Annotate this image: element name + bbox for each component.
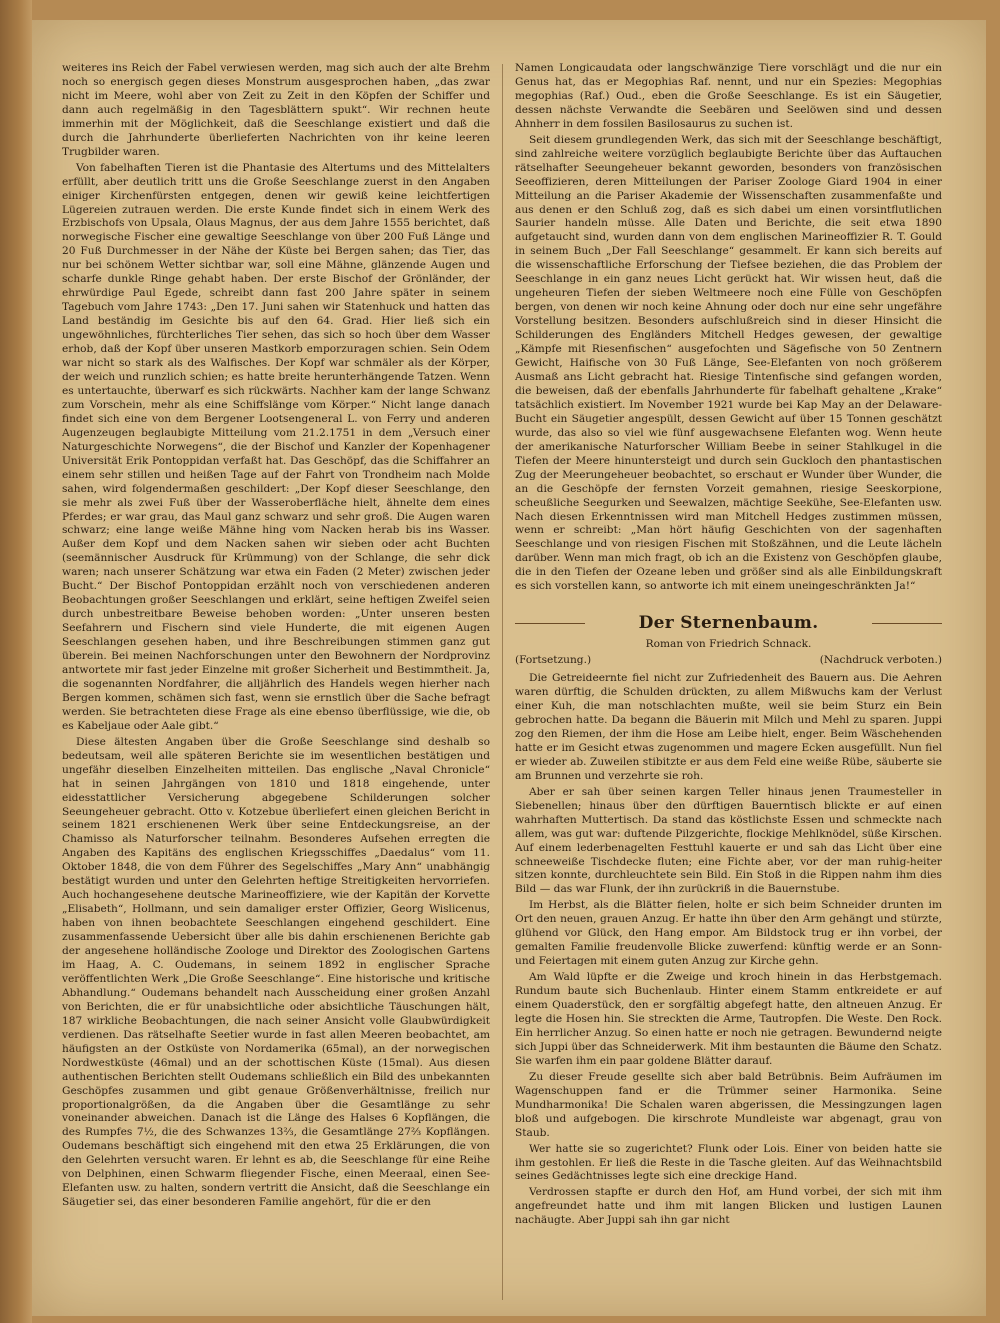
story-paragraph: Aber er sah über seinen kargen Teller hinaus jenen Traumesteller in Siebenellen; hinaus über den dürftigen Bauerntisch blickte er auf einen wahrhaften Muttertisch. Da stand das köstlichste Essen und schmeckte nach allem, was gut war: duftende Pilzgerichte, flockige Mehlknödel, süße Kirschen. Auf einem lederbenagelten Festtuhl kauerte er und sah das Licht über eine schneeweiße Tischdecke fluten; eine Fichte aber, vor der man ruhig-heiter sitzen konnte, durchleuchtete sein Bild. Ein Stoß in die Rippen nahm ihm dies Bild — das war Flunk, der ihn zurückriß in die Bauernstube. bbox=[515, 785, 942, 896]
continuation-note: (Fortsetzung.) bbox=[515, 654, 592, 667]
scan-binding-edge bbox=[0, 0, 32, 1323]
story-paragraph: Im Herbst, als die Blätter fielen, holte er sich beim Schneider drunten im Ort den neuen, grauen Anzug. Er hatte ihn über den Arm gehängt und stürzte, glühend vor Glück, den Hang empor. Am Bildstock trug er ihn vorbei, der gemalten Familie freudenvolle Blicke zuwerfend: künftig werde er an Sonn- und Feiertagen mit einem guten Anzug zur Kirche gehn. bbox=[515, 899, 942, 968]
copyright-note: (Nachdruck verboten.) bbox=[819, 654, 942, 667]
story-title: Der Sternenbaum. bbox=[638, 613, 819, 634]
article-paragraph: Diese ältesten Angaben über die Große Seeschlange sind deshalb so bedeutsam, weil alle späteren Berichte sie im wesentlichen bestätigen und ungefähr dieselben Einzelheiten mitteilen. Das englische „Naval Chronicle“ hat in seinen Jahrgängen von 1810 und 1818 eingehende, unter eidesstattlicher Versicherung abgegebene Schilderungen solcher Seeungeheuer gebracht. Otto v. Kotzebue überliefert einen gleichen Bericht in seinem 1821 erschienenen Werk über seine Entdeckungsreise, an der Chamisso als Naturforscher teilnahm. Besonderes Aufsehen erregten die Angaben des Kapitäns des englischen Kriegsschiffes „Daedalus“ vom 11. Oktober 1848, die von dem Führer des Segelschiffes „Mary Ann“ unabhängig bestätigt wurden und unter den Gelehrten heftige Streitigkeiten hervorriefen. Auch hochangesehene deutsche Marineoffiziere, wie der Kapitän der Korvette „Elisabeth“, Hollmann, und sein damaliger erster Offizier, Georg Wislicenus, haben von ihnen beobachtete Seeschlangen eingehend geschildert. Eine zusammenfassende Uebersicht über alle bis dahin erschienenen Berichte gab der angesehene holländische Zoologe und Direktor des Zoologischen Gartens im Haag, A. C. Oudemans, in seinem 1892 in englischer Sprache veröffentlichten Werk „Die Große Seeschlange“. Eine historische und kritische Abhandlung.“ Oudemans behandelt nach Ausscheidung einer großen Anzahl von Berichten, die er für unabsichtliche oder absichtliche Täuschungen hält, 187 wirkliche Beobachtungen, die nach seiner Ansicht volle Glaubwürdigkeit verdienen. Das rätselhafte Seetier wurde in fast allen Meeren beobachtet, am häufigsten an der Ostküste von Nordamerika (65mal), an der norwegischen Nordwestküste (46mal) und an der schottischen Küste (15mal). Aus diesen authentischen Berichten stellt Oudemans schließlich ein Bild des unbekannten Geschöpfes zusammen und gibt genaue Größenverhältnisse, freilich nur proportionalgrößen, da die Angaben über die Gesamtlänge zu sehr voneinander abweichen. Danach ist die Länge des Halses 6 Kopflängen, die des Rumpfes 7½, die des Schwanzes 13⅔, die Gesamtlänge 27⅔ Kopflängen. Oudemans beschäftigt sich eingehend mit den etwa 25 Erklärungen, die von den Gelehrten versucht waren. Er lehnt es ab, die Seeschlange für eine Reihe von Delphinen, einen Schwarm fliegender Fische, einen Meeraal, einen See-Elefanten usw. zu halten, sondern vertritt die Ansicht, daß die Seeschlange ein Säugetier sei, das einer besonderen Familie angehört, für die er den bbox=[62, 735, 490, 1209]
story-paragraph: Am Wald lüpfte er die Zweige und kroch hinein in das Herbstgemach. Rundum baute sich Buchenlaub. Hinter einem Stamm entkreidete er auf einem Quaderstück, den er sorgfältig abgefegt hatte, den altneuen Anzug. Er legte die Hosen hin. Sie streckten die Arme, Tautropfen. Die Weste. Den Rock. Ein herrlicher Anzug. So einen hatte er noch nie getragen. Bewundernd neigte sich Juppi über das Schneiderwerk. Mit ihm bestaunten die Bäume den Schatz. Sie warfen ihm ein paar goldene Blätter darauf. bbox=[515, 971, 942, 1067]
newspaper-page bbox=[32, 20, 986, 1316]
story-byline: Roman von Friedrich Schnack. bbox=[645, 638, 812, 651]
article-paragraph: Von fabelhaften Tieren ist die Phantasie des Altertums und des Mittelalters erfüllt, aber deutlich tritt uns die Große Seeschlange zuerst in den Angaben einiger Kirchenfürsten entgegen, denen wir gewiß keine leichtfertigen Lügereien zutrauen werden. Die erste Kunde findet sich in einem Werk des Erzbischofs von Upsala, Olaus Magnus, der aus dem Jahre 1555 berichtet, daß norwegische Fischer eine gewaltige Seeschlange von über 200 Fuß Länge und 20 Fuß Durchmesser in der Nähe der Küste bei Bergen sahen; das Tier, das nur bei schönem Wetter sichtbar war, soll eine Mähne, glänzende Augen und scharfe dunkle Ringe gehabt haben. Der erste Bischof der Grönländer, der ehrwürdige Paul Egede, schreibt dann fast 200 Jahre später in seinem Tagebuch vom Jahre 1743: „Den 17. Juni sahen wir Statenhuck und hatten das Land beständig im Gesichte bis auf den 64. Grad. Hier ließ sich ein ungewöhnliches, fürchterliches Tier sehen, das sich so hoch über dem Wasser erhob, daß der Kopf über unseren Mastkorb emporzuragen schien. Sein Odem war nicht so stark als des Walfisches. Der Kopf war schmäler als der Körper, der weich und runzlich schien; es hatte breite herunterhängende Tatzen. Wenn es untertauchte, überwarf es sich rückwärts. Nachher kam der lange Schwanz zum Vorschein, mehr als eine Schiffslänge vom Körper.“ Nicht lange danach findet sich eine von dem Bergener Lootsengeneral L. von Ferry und anderen Augenzeugen beglaubigte Mitteilung vom 21.2.1751 in dem „Versuch einer Naturgeschichte Norwegens“, die der Bischof und Kanzler der Kopenhagener Universität Erik Pontoppidan verfaßt hat. Das Geschöpf, das die Schiffahrer an einem sehr stillen und heißen Tage auf der Fahrt von Trondheim nach Molde sahen, wird folgendermaßen geschildert: „Der Kopf dieser Seeschlange, den sie mehr als zwei Fuß über der Wasseroberfläche hielt, ähnelte dem eines Pferdes; er war grau, das Maul ganz schwarz und sehr groß. Die Augen waren schwarz; eine lange weiße Mähne hing vom Nacken herab bis ins Wasser. Außer dem Kopf und dem Nacken sahen wir sieben oder acht Buchten (seemännischer Ausdruck für Krümmung) von der Schlange, die sehr dick waren; nach unserer Schätzung war etwa ein Faden (2 Meter) zwischen jeder Bucht.“ Der Bischof Pontoppidan erzählt noch von verschiedenen anderen Beobachtungen großer Seeschlangen und erklärt, seine heftigen Zweifel seien durch unbestreitbare Beweise behoben worden: „Unter unseren besten Seefahrern und Fischern sind viele Hunderte, die mit eigenen Augen Seeschlangen gesehen haben, und ihre Beschreibungen stimmen ganz gut überein. Bei meinen Nachforschungen unter den Bewohnern der Nordprovinz antwortete mir fast jeder Einzelne mit großer Sicherheit und Bestimmtheit. Ja, die sogenannten Nordfahrer, die alljährlich des Handels wegen hierher nach Bergen kommen, schämen sich fast, wenn sie ernstlich über die Sache befragt werden. Sie betrachteten diese Frage als eine ebenso überflüssige, wie die, ob es Kabeljaue oder Aale gibt.“ bbox=[62, 161, 490, 732]
left-column bbox=[62, 62, 490, 1302]
story-paragraph: Zu dieser Freude gesellte sich aber bald Betrübnis. Beim Aufräumen im Wagenschuppen fand er die Trümmer seiner Harmonika. Seine Mundharmonika! Die Schalen waren abgerissen, die Messingzungen lagen bloß und aufgebogen. Die kirschrote Mundleiste war abgenagt, grau von Staub. bbox=[515, 1070, 942, 1139]
story-paragraph: Verdrossen stapfte er durch den Hof, am Hund vorbei, der sich mit ihm angefreundet hatte und ihm mit langen Blicken und lustigen Launen nachäugte. Aber Juppi sah ihn gar nicht bbox=[515, 1186, 942, 1227]
right-column bbox=[515, 62, 942, 1302]
story-title-block bbox=[515, 612, 942, 634]
story-paragraph: Die Getreideernte fiel nicht zur Zufriedenheit des Bauern aus. Die Aehren waren dürftig, die Schulden drückten, zu allem Mißwuchs kam der Verlust einer Kuh, die man notschlachten mußte, weil sie beim Sturz ein Bein gebrochen hatte. Da begann die Bäuerin mit Milch und Mehl zu sparen. Juppi zog den Riemen, der ihm die Hose am Leibe hielt, enger. Beim Wäschehenden hatte er im Gesicht etwas zugenommen und magere Ecken ausgefüllt. Nun fiel er wieder ab. Zuweilen stibitzte er aus dem Feld eine weiße Rübe, säuberte sie am Brunnen und verzehrte sie roh. bbox=[515, 672, 942, 782]
story-notes bbox=[515, 654, 942, 668]
column-divider bbox=[502, 64, 503, 1300]
story-paragraph: Wer hatte sie so zugerichtet? Flunk oder Lois. Einer von beiden hatte sie ihm gestohlen. Er ließ die Reste in die Tasche gleiten. Auf das Weihnachtsbild seines Gedächtnisses legte sich eine dreckige Hand. bbox=[515, 1142, 942, 1183]
article-paragraph: weiteres ins Reich der Fabel verwiesen werden, mag sich auch der alte Brehm noch so energisch gegen dieses Monstrum ausgesprochen haben, „das zwar nicht im Meere, wohl aber von Zeit zu Zeit in den Köpfen der Schiffer und dann auch regelmäßig in den Tagesblättern spukt“. Wir rechnen heute immerhin mit der Möglichkeit, daß die Seeschlange existiert und daß die durch die Jahrhunderte überlieferten Nachrichten von ihr keine leeren Trugbilder waren. bbox=[62, 62, 490, 158]
article-paragraph: Namen Longicaudata oder langschwänzige Tiere vorschlägt und die nur ein Genus hat, das er Megophias Raf. nennt, und nur ein Spezies: Megophias megophias (Raf.) Oud., eben die Große Seeschlange. Es ist ein Säugetier, dessen nächste Verwandte die Seebären und Seelöwen sind und dessen Ahnherr in dem fossilen Basilosaurus zu suchen ist. bbox=[515, 62, 942, 130]
article-paragraph: Seit diesem grundlegenden Werk, das sich mit der Seeschlange beschäftigt, sind zahlreiche weitere vorzüglich beglaubigte Berichte über das Auftauchen rätselhafter Seeungeheuer bekannt geworden, besonders von französischen Seeoffizieren, deren Mitteilungen der Pariser Zoologe Giard 1904 in einer Mitteilung an die Pariser Akademie der Wissenschaften zusammenfaßte und aus denen er den Schluß zog, daß es sich dabei um einen vorsintflutlichen Saurier handeln müsse. Alle Daten und Berichte, die seit etwa 1890 aufgetaucht sind, wurden dann von dem englischen Marineoffizier R. T. Gould in seinem Buch „Der Fall Seeschlange“ gesammelt. Er kann sich bereits auf die wissenschaftliche Erforschung der Tiefsee beziehen, die das Problem der Seeschlange in ein ganz neues Licht gerückt hat. Wir wissen heut, daß die ungeheuren Tiefen der sieben Weltmeere noch eine Fülle von Geschöpfen bergen, von denen wir noch keine Ahnung oder doch nur eine sehr ungefähre Vorstellung besitzen. Besonders aufschlußreich sind in dieser Hinsicht die Schilderungen des Engländers Mitchell Hedges gewesen, der gewaltige „Kämpfe mit Riesenfischen“ ausgefochten und Sägefische von 50 Zentnern Gewicht, Haifische von 30 Fuß Länge, See-Elefanten von noch größerem Ausmaß ans Licht gebracht hat. Riesige Tintenfische sind gefangen worden, die beweisen, daß der ebenfalls Jahrhunderte für fabelhaft gehaltene „Krake“ tatsächlich existiert. Im November 1921 wurde bei Kap May an der Delaware-Bucht ein Säugetier angespült, dessen Gewicht auf über 15 Tonnen geschätzt wurde, das also so viel wie fünf ausgewachsene Elefanten wog. Wenn heute der amerikanische Naturforscher William Beebe in seiner Stahlkugel in die Tiefen der Meere hinuntersteigt und durch sein Guckloch den phantastischen Zug der Meerungeheuer beobachtet, so erschaut er Wunder über Wunder, die an die Geschöpfe der fernsten Vorzeit gemahnen, riesige Seeskorpione, scheußliche Seegurken und Seewalzen, mächtige Seekühe, See-Elefanten usw. Nach diesen Erkenntnissen wird man Mitchell Hedges zustimmen müssen, wenn er schreibt: „Man hört häufig Geschichten von der sagenhaften Seeschlange und von riesigen Fischen mit Stoßzähnen, und die Leute lächeln darüber. Wenn man mich fragt, ob ich an die Existenz von Geschöpfen glaube, die in den Tiefen der Ozeane leben und größer sind als alle Einbildungskraft es sich vorstellen kann, so antworte ich mit einem uneingeschränkten Ja!“ bbox=[515, 133, 942, 593]
